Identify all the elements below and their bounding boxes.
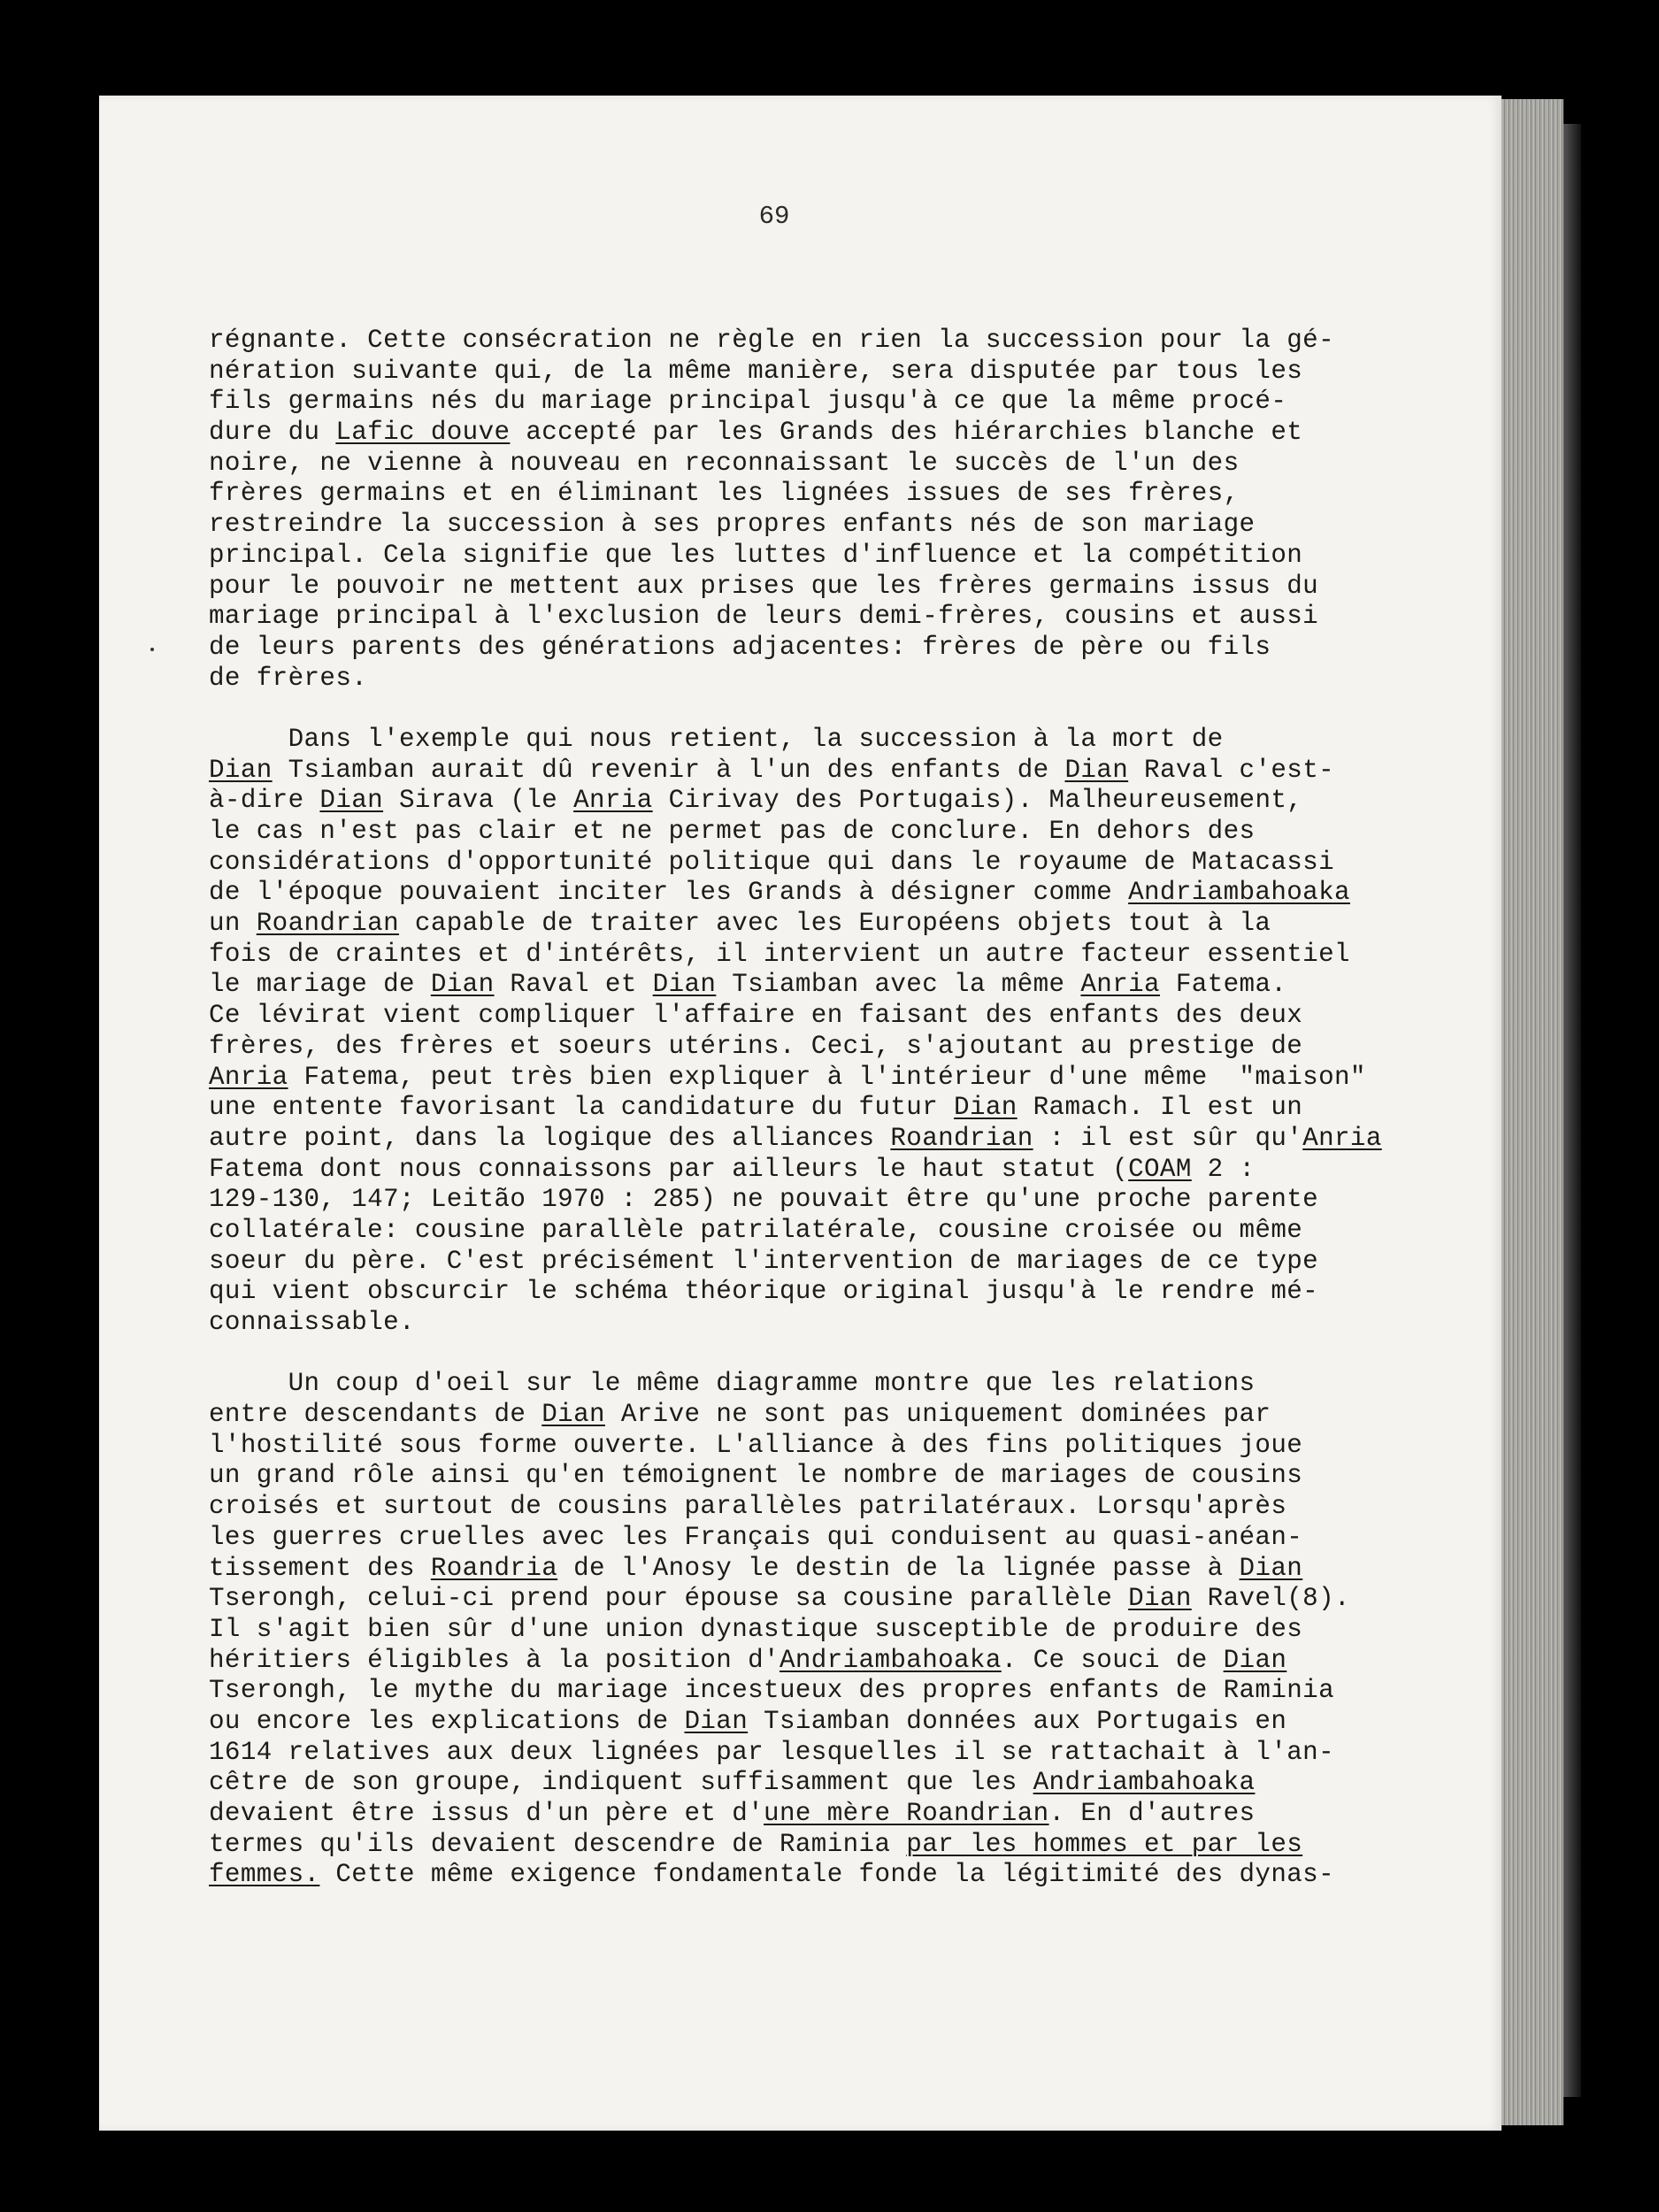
text-run: Tsiamban données aux Portugais en [748, 1706, 1287, 1736]
page-edge-shadow [1563, 124, 1581, 2097]
text-line [209, 1738, 1394, 1769]
text-line [209, 633, 1394, 664]
margin-mark [150, 648, 154, 651]
text-line [209, 1707, 1394, 1738]
text-line [209, 1584, 1394, 1615]
text-run: croisés et surtout de cousins parallèles patrilatéraux. Lorsqu'après [209, 1492, 1287, 1522]
text-line [209, 1093, 1394, 1124]
underlined-term: Anria [573, 786, 653, 816]
text-line [209, 1308, 1394, 1339]
text-line [209, 1615, 1394, 1646]
text-run: Fatema. [1159, 970, 1287, 1000]
underlined-term: Dian [319, 786, 384, 816]
text-run: : il est sûr qu' [1033, 1123, 1303, 1153]
text-run: collatérale: cousine parallèle patrilatérale, cousine croisée ou même [209, 1215, 1303, 1245]
text-run: Cirivay des Portugais). Malheureusement, [652, 786, 1303, 816]
text-run: de l'Anosy le destin de la lignée passe à [557, 1553, 1240, 1583]
underlined-term: Dian [1128, 1584, 1192, 1614]
text-line [209, 1799, 1394, 1830]
text-run: restreindre la succession à ses propres enfants nés de son mariage [209, 510, 1256, 540]
text-line [209, 1400, 1394, 1431]
underlined-term: Andriambahoaka [1128, 878, 1350, 908]
text-line [209, 1155, 1394, 1186]
text-run: régnante. Cette consécration ne règle en rien la succession pour la gé- [209, 326, 1334, 355]
text-line [209, 1676, 1394, 1707]
underlined-term: Dian [684, 1706, 749, 1736]
text-run: les guerres cruelles avec les Français qui conduisent au quasi-anéan- [209, 1522, 1303, 1552]
text-line [209, 387, 1394, 418]
text-run: Sirava (le [383, 786, 574, 816]
text-line [209, 1860, 1394, 1891]
text-line [209, 909, 1394, 940]
underlined-term: Roandria [430, 1553, 558, 1583]
text-run: une entente favorisant la candidature du futur [209, 1093, 955, 1123]
text-run: le mariage de [209, 970, 431, 1000]
text-run: un [209, 909, 257, 939]
text-line [209, 1523, 1394, 1554]
underlined-term: Dian [652, 970, 717, 1000]
text-run: . En d'autres [1048, 1799, 1256, 1828]
text-line [209, 1124, 1394, 1155]
text-run: noire, ne vienne à nouveau en reconnaissant le succès de l'un des [209, 448, 1240, 478]
text-run: nération suivante qui, de la même manière, sera disputée par tous les [209, 356, 1303, 386]
page-edge-stack [1502, 99, 1563, 2125]
text-line [209, 602, 1394, 633]
text-run: Ravel(8). [1191, 1584, 1350, 1614]
text-run: tissement des [209, 1553, 431, 1583]
text-line [209, 1063, 1394, 1094]
text-line [209, 940, 1394, 971]
text-run: mariage principal à l'exclusion de leurs demi-frères, cousins et aussi [209, 602, 1319, 632]
text-line [209, 1185, 1394, 1216]
text-run: Dans l'exemple qui nous retient, la succession à la mort de [209, 724, 1224, 754]
text-run: 129-130, 147; Leitão 1970 : 285) ne pouvait être qu'une proche parente [209, 1185, 1319, 1215]
underlined-term: Roandrian [256, 909, 399, 939]
underlined-term: Dian [1064, 755, 1129, 785]
text-run: Tsiamban avec la même [716, 970, 1081, 1000]
text-run: 1614 relatives aux deux lignées par lesquelles il se rattachait à l'an- [209, 1737, 1334, 1767]
text-run: frères, des frères et soeurs utérins. Ceci, s'ajoutant au prestige de [209, 1031, 1303, 1061]
text-line [209, 1492, 1394, 1523]
text-line [209, 418, 1394, 449]
text-run: de leurs parents des générations adjacentes: frères de père ou fils [209, 632, 1271, 662]
text-run: principal. Cela signifie que les luttes d'influence et la compétition [209, 540, 1303, 570]
text-run: Fatema dont nous connaissons par ailleurs le haut statut ( [209, 1154, 1129, 1184]
text-run: Tsiamban aurait dû revenir à l'un des enfants de [272, 755, 1065, 785]
text-line [209, 326, 1394, 357]
text-line [209, 817, 1394, 848]
text-run: de l'époque pouvaient inciter les Grands à désigner comme [209, 878, 1129, 908]
underlined-term: COAM [1128, 1154, 1192, 1184]
text-line [209, 878, 1394, 909]
text-run: 2 : [1191, 1154, 1256, 1184]
text-line [209, 786, 1394, 817]
text-run: héritiers éligibles à la position d' [209, 1645, 780, 1675]
text-line [209, 449, 1394, 480]
underlined-term: femmes. [209, 1860, 320, 1890]
text-line [209, 1369, 1394, 1400]
text-run: soeur du père. C'est précisément l'intervention de mariages de ce type [209, 1246, 1319, 1276]
text-run: fils germains nés du mariage principal jusqu'à ce que la même procé- [209, 387, 1287, 417]
underlined-term: Roandrian [890, 1123, 1033, 1153]
underlined-term: Lafic douve [335, 418, 511, 448]
text-run: un grand rôle ainsi qu'en témoignent le nombre de mariages de cousins [209, 1461, 1303, 1491]
text-run: pour le pouvoir ne mettent aux prises que les frères germains issus du [209, 571, 1319, 601]
text-run: devaient être issus d'un père et d' [209, 1799, 764, 1828]
text-line [209, 1768, 1394, 1799]
underlined-term: Dian [954, 1093, 1018, 1123]
text-line [209, 756, 1394, 787]
text-line [209, 1830, 1394, 1861]
text-line [209, 479, 1394, 510]
underlined-term: Anria [1080, 970, 1160, 1000]
text-line [209, 1431, 1394, 1462]
text-run: à-dire [209, 786, 320, 816]
underlined-term: Dian [1239, 1553, 1303, 1583]
underlined-term: Dian [430, 970, 495, 1000]
text-run: cêtre de son groupe, indiquent suffisamment que les [209, 1768, 1033, 1798]
text-line [209, 848, 1394, 879]
text-run: Un coup d'oeil sur le même diagramme montre que les relations [209, 1369, 1256, 1399]
text-run: le cas n'est pas clair et ne permet pas de conclure. En dehors des [209, 817, 1256, 846]
text-run: fois de craintes et d'intérêts, il intervient un autre facteur essentiel [209, 939, 1350, 969]
text-line [209, 541, 1394, 572]
text-line [209, 1554, 1394, 1585]
text-run: termes qu'ils devaient descendre de Raminia [209, 1829, 907, 1859]
underlined-term: Andriambahoaka [779, 1645, 1002, 1675]
text-run: dure du [209, 418, 336, 448]
text-run: de frères. [209, 663, 368, 693]
underlined-term: Dian [209, 755, 273, 785]
paragraph-gap [209, 694, 1394, 725]
text-line [209, 1216, 1394, 1247]
text-run: ou encore les explications de [209, 1706, 685, 1736]
text-run: l'hostilité sous forme ouverte. L'alliance à des fins politiques joue [209, 1430, 1303, 1460]
text-line [209, 970, 1394, 1001]
text-line [209, 572, 1394, 603]
text-line [209, 725, 1394, 756]
underlined-term: Anria [1302, 1123, 1382, 1153]
text-run: capable de traiter avec les Européens objets tout à la [399, 909, 1271, 939]
text-run: entre descendants de [209, 1400, 542, 1430]
text-line [209, 1646, 1394, 1677]
underlined-term: Dian [541, 1400, 605, 1430]
text-line [209, 1247, 1394, 1278]
text-run: Cette même exigence fondamentale fonde la légitimité des dynas- [319, 1860, 1335, 1890]
text-run: Ce lévirat vient compliquer l'affaire en faisant des enfants des deux [209, 1001, 1303, 1031]
text-line [209, 1032, 1394, 1063]
page-number: 69 [758, 202, 790, 231]
underlined-term: Andriambahoaka [1033, 1768, 1256, 1798]
text-line [209, 1001, 1394, 1032]
text-run: Raval c'est- [1128, 755, 1335, 785]
text-run: . Ce souci de [1001, 1645, 1224, 1675]
text-run: Tserongh, celui-ci prend pour épouse sa cousine parallèle [209, 1584, 1129, 1614]
underlined-term: par les hommes et par les [906, 1829, 1303, 1859]
text-run: connaissable. [209, 1308, 415, 1337]
text-run: Il s'agit bien sûr d'une union dynastique susceptible de produire des [209, 1614, 1303, 1644]
text-run: Arive ne sont pas uniquement dominées par [604, 1400, 1271, 1430]
underlined-term: une mère Roandrian [764, 1799, 1049, 1828]
text-line [209, 1461, 1394, 1492]
text-line [209, 664, 1394, 695]
text-run: Ramach. Il est un [1017, 1093, 1303, 1123]
text-run: qui vient obscurcir le schéma théorique original jusqu'à le rendre mé- [209, 1277, 1319, 1307]
text-run: Tserongh, le mythe du mariage incestueux des propres enfants de Raminia [209, 1676, 1334, 1706]
text-run: accepté par les Grands des hiérarchies blanche et [510, 418, 1303, 448]
text-line [209, 1277, 1394, 1308]
text-run: Raval et [494, 970, 653, 1000]
body-text [209, 326, 1394, 1891]
text-run: frères germains et en éliminant les lignées issues de ses frères, [209, 479, 1240, 509]
paragraph-gap [209, 1339, 1394, 1370]
text-run: Fatema, peut très bien expliquer à l'intérieur d'une même "maison" [288, 1062, 1366, 1092]
text-line [209, 357, 1394, 388]
underlined-term: Anria [209, 1062, 288, 1092]
text-run: considérations d'opportunité politique qui dans le royaume de Matacassi [209, 847, 1334, 877]
text-run: autre point, dans la logique des alliances [209, 1123, 891, 1153]
underlined-term: Dian [1223, 1645, 1287, 1675]
text-line [209, 510, 1394, 541]
